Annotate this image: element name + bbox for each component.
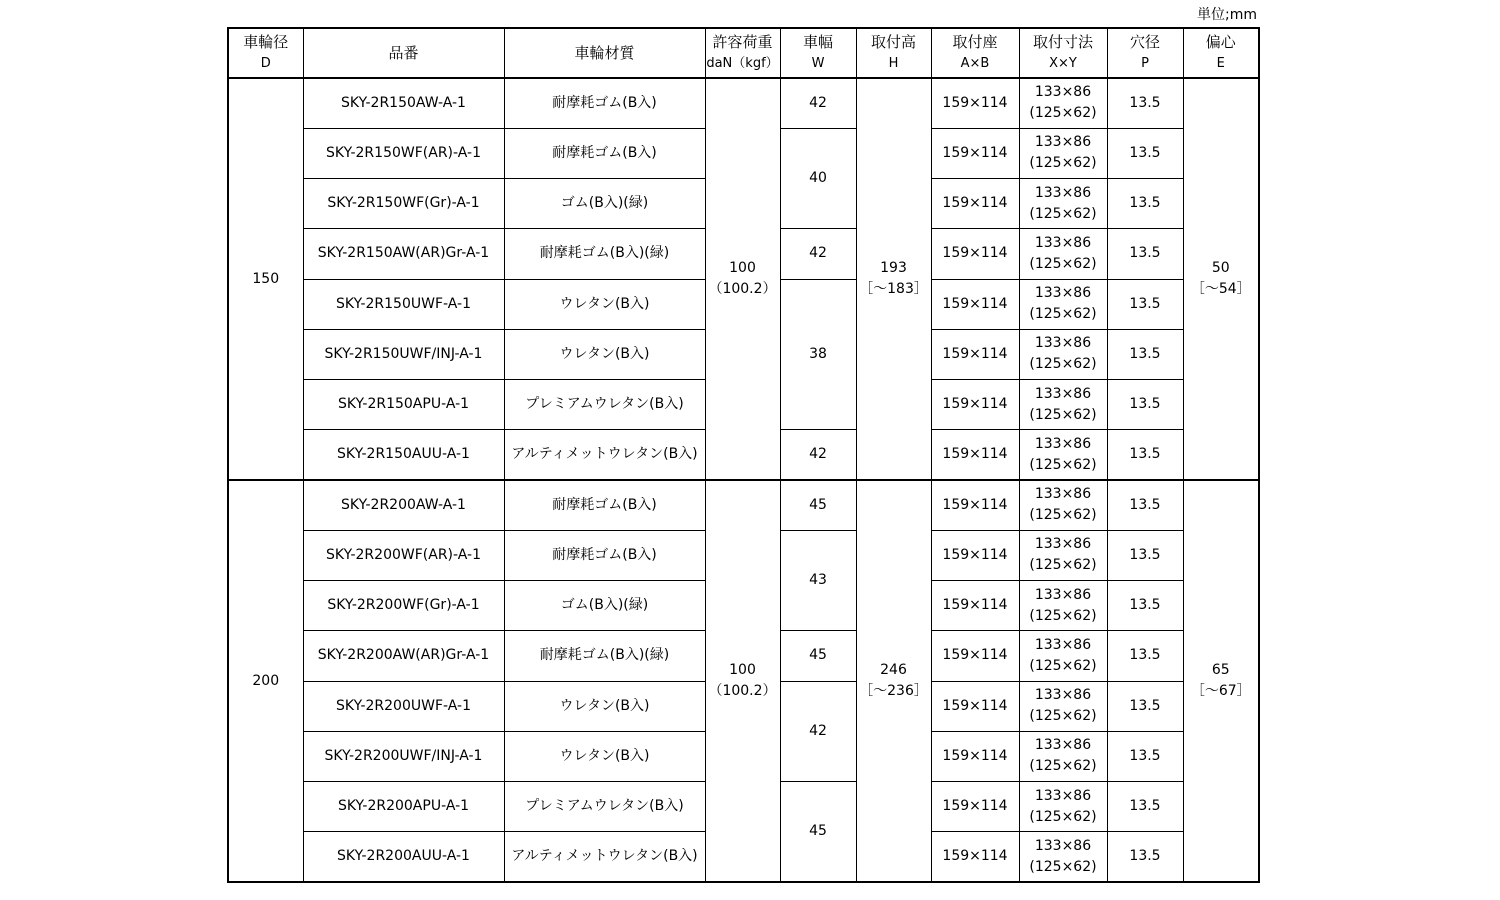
cell-wheel-material: ウレタン(B入) <box>504 279 705 329</box>
cell-wheel-material: プレミアムウレタン(B入) <box>504 380 705 430</box>
cell-part-number: SKY-2R200AW(AR)Gr-A-1 <box>303 631 504 681</box>
cell-wheel-width: 42 <box>780 430 856 480</box>
header-mount-height: 取付高 H <box>856 28 931 78</box>
cell-diameter: 200 <box>228 480 303 882</box>
cell-part-number: SKY-2R150UWF/INJ-A-1 <box>303 329 504 379</box>
cell-part-number: SKY-2R200UWF-A-1 <box>303 681 504 731</box>
cell-mount-dimensions: 133×86 (125×62) <box>1019 179 1107 229</box>
cell-mount-dimensions: 133×86 (125×62) <box>1019 279 1107 329</box>
header-diameter: 車輪径 D <box>228 28 303 78</box>
cell-wheel-width: 42 <box>780 681 856 782</box>
cell-wheel-material: ゴム(B入)(緑) <box>504 581 705 631</box>
cell-hole-diameter: 13.5 <box>1107 430 1183 480</box>
cell-mount-plate: 159×114 <box>931 380 1019 430</box>
cell-hole-diameter: 13.5 <box>1107 480 1183 530</box>
header-wheel-material: 車輪材質 <box>504 28 705 78</box>
cell-part-number: SKY-2R150AUU-A-1 <box>303 430 504 480</box>
cell-wheel-width: 45 <box>780 480 856 530</box>
table-body <box>228 78 1259 882</box>
cell-wheel-material: アルティメットウレタン(B入) <box>504 832 705 882</box>
cell-hole-diameter: 13.5 <box>1107 279 1183 329</box>
cell-part-number: SKY-2R200WF(AR)-A-1 <box>303 530 504 580</box>
cell-eccentricity: 65 ［～67］ <box>1183 480 1259 882</box>
cell-mount-plate: 159×114 <box>931 530 1019 580</box>
cell-mount-plate: 159×114 <box>931 78 1019 128</box>
cell-mount-plate: 159×114 <box>931 329 1019 379</box>
cell-hole-diameter: 13.5 <box>1107 128 1183 178</box>
cell-hole-diameter: 13.5 <box>1107 329 1183 379</box>
cell-wheel-width: 42 <box>780 229 856 279</box>
cell-wheel-material: 耐摩耗ゴム(B入)(緑) <box>504 229 705 279</box>
cell-wheel-width: 43 <box>780 530 856 631</box>
cell-hole-diameter: 13.5 <box>1107 530 1183 580</box>
cell-mount-plate: 159×114 <box>931 128 1019 178</box>
cell-wheel-material: 耐摩耗ゴム(B入) <box>504 78 705 128</box>
cell-allowable-load: 100 （100.2） <box>705 78 780 480</box>
cell-part-number: SKY-2R150AW-A-1 <box>303 78 504 128</box>
cell-mount-dimensions: 133×86 (125×62) <box>1019 78 1107 128</box>
cell-mount-plate: 159×114 <box>931 581 1019 631</box>
cell-mount-dimensions: 133×86 (125×62) <box>1019 480 1107 530</box>
cell-wheel-material: 耐摩耗ゴム(B入) <box>504 530 705 580</box>
cell-mount-height: 246 ［～236］ <box>856 480 931 882</box>
cell-wheel-material: ゴム(B入)(緑) <box>504 179 705 229</box>
cell-mount-dimensions: 133×86 (125×62) <box>1019 229 1107 279</box>
cell-hole-diameter: 13.5 <box>1107 681 1183 731</box>
header-hole-diameter: 穴径 P <box>1107 28 1183 78</box>
table-row <box>228 480 1259 530</box>
cell-mount-plate: 159×114 <box>931 179 1019 229</box>
table-row <box>228 78 1259 128</box>
cell-wheel-width: 45 <box>780 631 856 681</box>
cell-part-number: SKY-2R150APU-A-1 <box>303 380 504 430</box>
cell-mount-plate: 159×114 <box>931 430 1019 480</box>
cell-mount-dimensions: 133×86 (125×62) <box>1019 581 1107 631</box>
cell-part-number: SKY-2R150WF(AR)-A-1 <box>303 128 504 178</box>
cell-part-number: SKY-2R200UWF/INJ-A-1 <box>303 731 504 781</box>
cell-part-number: SKY-2R200WF(Gr)-A-1 <box>303 581 504 631</box>
cell-mount-dimensions: 133×86 (125×62) <box>1019 681 1107 731</box>
cell-hole-diameter: 13.5 <box>1107 631 1183 681</box>
cell-hole-diameter: 13.5 <box>1107 832 1183 882</box>
header-wheel-width: 車幅 W <box>780 28 856 78</box>
cell-hole-diameter: 13.5 <box>1107 78 1183 128</box>
cell-part-number: SKY-2R200AW-A-1 <box>303 480 504 530</box>
cell-mount-dimensions: 133×86 (125×62) <box>1019 380 1107 430</box>
cell-wheel-width: 38 <box>780 279 856 430</box>
cell-mount-dimensions: 133×86 (125×62) <box>1019 329 1107 379</box>
cell-wheel-width: 40 <box>780 128 856 229</box>
caster-spec-table <box>227 27 1260 883</box>
cell-mount-dimensions: 133×86 (125×62) <box>1019 832 1107 882</box>
cell-wheel-material: 耐摩耗ゴム(B入) <box>504 480 705 530</box>
cell-hole-diameter: 13.5 <box>1107 581 1183 631</box>
cell-mount-plate: 159×114 <box>931 782 1019 832</box>
cell-mount-dimensions: 133×86 (125×62) <box>1019 430 1107 480</box>
cell-part-number: SKY-2R200APU-A-1 <box>303 782 504 832</box>
header-allowable-load: 許容荷重 daN（kgf） <box>705 28 780 78</box>
cell-mount-dimensions: 133×86 (125×62) <box>1019 128 1107 178</box>
unit-label: 単位;mm <box>1197 7 1257 23</box>
cell-mount-plate: 159×114 <box>931 631 1019 681</box>
cell-mount-plate: 159×114 <box>931 832 1019 882</box>
cell-hole-diameter: 13.5 <box>1107 179 1183 229</box>
cell-wheel-material: ウレタン(B入) <box>504 681 705 731</box>
cell-diameter: 150 <box>228 78 303 480</box>
cell-mount-dimensions: 133×86 (125×62) <box>1019 530 1107 580</box>
cell-wheel-width: 42 <box>780 78 856 128</box>
cell-hole-diameter: 13.5 <box>1107 731 1183 781</box>
cell-eccentricity: 50 ［～54］ <box>1183 78 1259 480</box>
cell-mount-plate: 159×114 <box>931 480 1019 530</box>
cell-part-number: SKY-2R150AW(AR)Gr-A-1 <box>303 229 504 279</box>
cell-wheel-material: 耐摩耗ゴム(B入) <box>504 128 705 178</box>
cell-mount-dimensions: 133×86 (125×62) <box>1019 782 1107 832</box>
cell-wheel-material: ウレタン(B入) <box>504 329 705 379</box>
cell-hole-diameter: 13.5 <box>1107 229 1183 279</box>
cell-part-number: SKY-2R150UWF-A-1 <box>303 279 504 329</box>
header-mount-dimensions: 取付寸法 X×Y <box>1019 28 1107 78</box>
cell-wheel-material: ウレタン(B入) <box>504 731 705 781</box>
cell-mount-dimensions: 133×86 (125×62) <box>1019 631 1107 681</box>
header-row <box>228 28 1259 78</box>
cell-mount-dimensions: 133×86 (125×62) <box>1019 731 1107 781</box>
header-eccentricity: 偏心 E <box>1183 28 1259 78</box>
cell-wheel-material: プレミアムウレタン(B入) <box>504 782 705 832</box>
cell-wheel-material: アルティメットウレタン(B入) <box>504 430 705 480</box>
header-mount-plate: 取付座 A×B <box>931 28 1019 78</box>
cell-hole-diameter: 13.5 <box>1107 380 1183 430</box>
cell-wheel-material: 耐摩耗ゴム(B入)(緑) <box>504 631 705 681</box>
cell-allowable-load: 100 （100.2） <box>705 480 780 882</box>
header-part-number: 品番 <box>303 28 504 78</box>
cell-hole-diameter: 13.5 <box>1107 782 1183 832</box>
cell-mount-height: 193 ［～183］ <box>856 78 931 480</box>
cell-part-number: SKY-2R200AUU-A-1 <box>303 832 504 882</box>
cell-part-number: SKY-2R150WF(Gr)-A-1 <box>303 179 504 229</box>
cell-mount-plate: 159×114 <box>931 279 1019 329</box>
cell-mount-plate: 159×114 <box>931 681 1019 731</box>
cell-mount-plate: 159×114 <box>931 731 1019 781</box>
cell-wheel-width: 45 <box>780 782 856 883</box>
cell-mount-plate: 159×114 <box>931 229 1019 279</box>
